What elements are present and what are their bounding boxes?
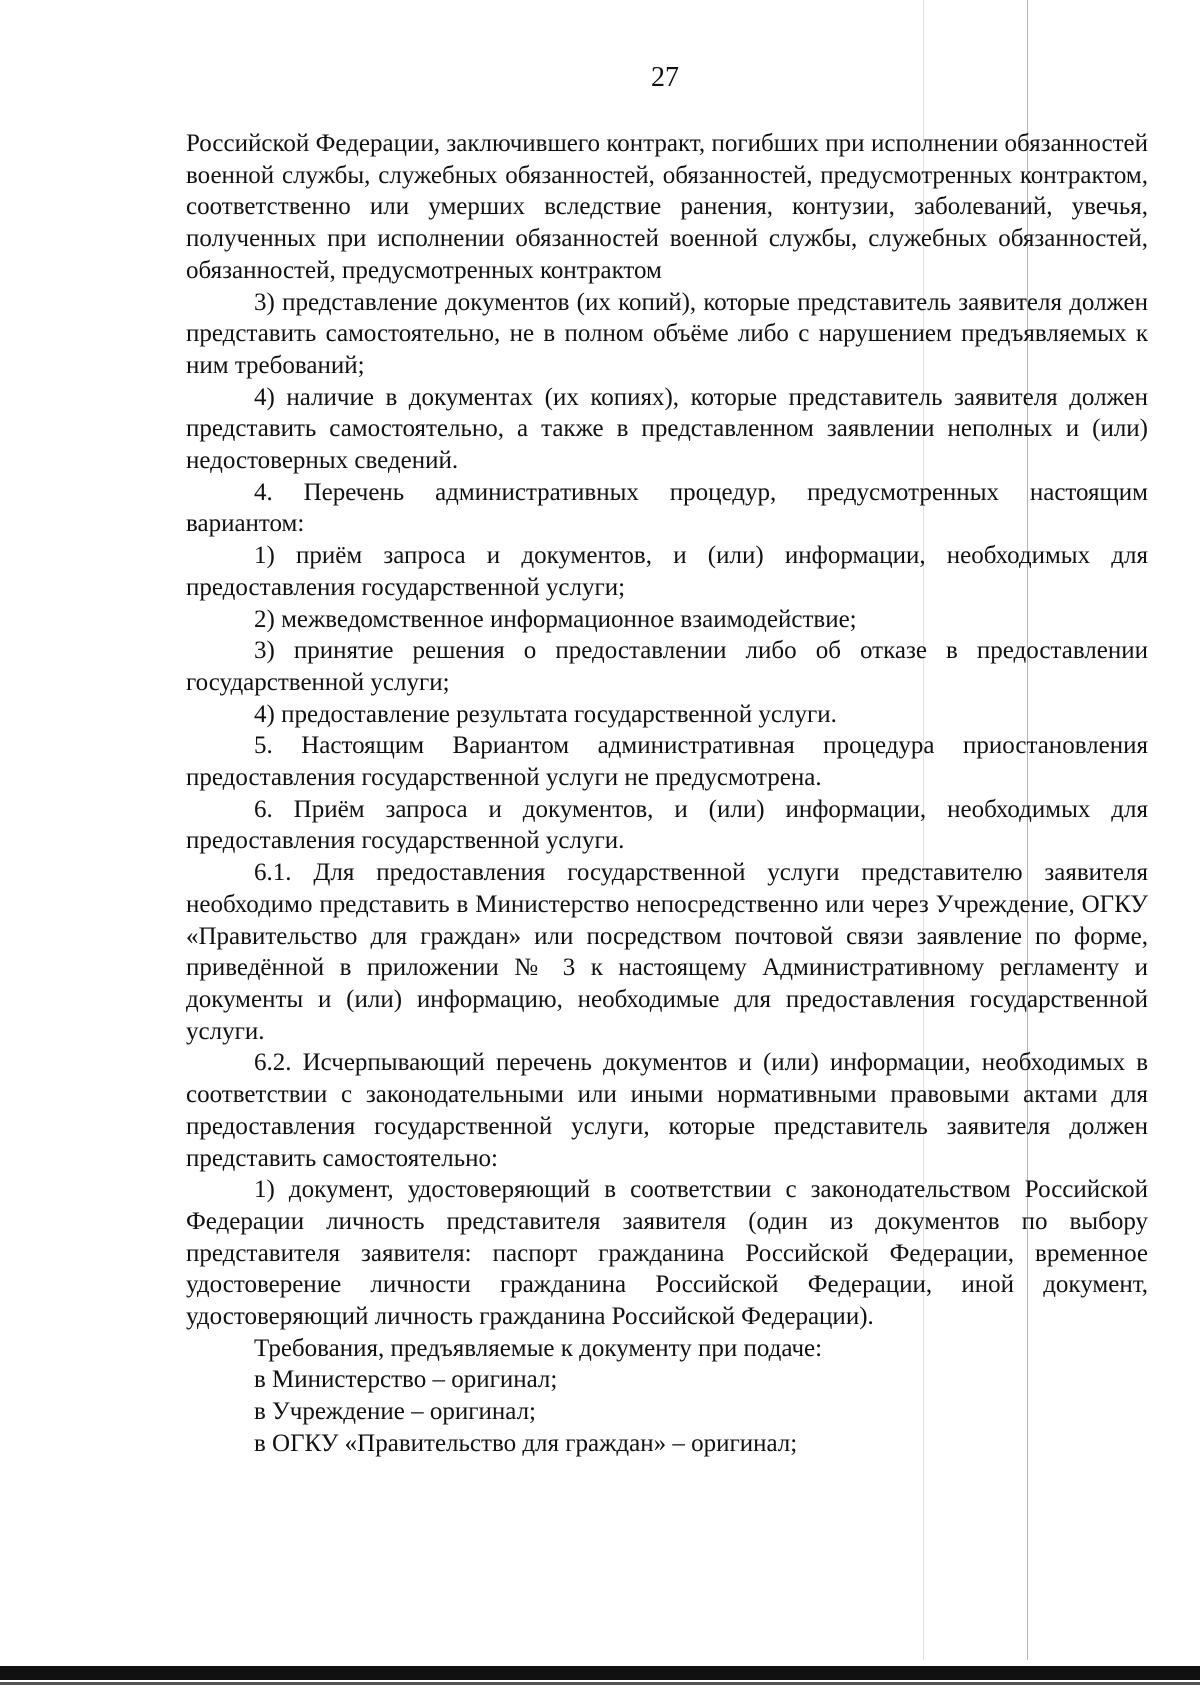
section-6-paragraph: 6. Приём запроса и документов, и (или) информации, необходимых для предоставления государственной услуги. [186, 795, 1148, 855]
list-item-4-incomplete-data: 4) наличие в документах (их копиях), которые представитель заявителя должен представить самостоятельно, а также в представленном заявлении неполных и (или) недостоверных сведений. [186, 383, 1148, 475]
section-6-1-paragraph: 6.1. Для предоставления государственной услуги представителю заявителя необходимо представить в Министерство непосредственно или через Учреждение, ОГКУ «Правительство для граждан» или посредством почтовой связи заявление по форме, приведённой в приложении № 3 к настоящему Административному регламенту и документы и (или) информацию, необходимые для предоставления государственной услуги. [186, 859, 1148, 1045]
list-item-3-representation: 3) представление документов (их копий), которые представитель заявителя должен представить самостоятельно, не в полном объёме либо с нарушением предъявляемых к ним требований; [186, 288, 1148, 379]
section-4-procedures-heading: 4. Перечень административных процедур, предусмотренных настоящим вариантом: [186, 478, 1148, 538]
document-body [186, 128, 1148, 1460]
procedure-item-4: 4) предоставление результата государственной услуги. [254, 700, 837, 728]
document-item-1: 1) документ, удостоверяющий в соответствии с законодательством Российской Федерации личность представителя заявителя (один из документов по выбору представителя заявителя: паспорт гражданина Российской Федерации, временное удостоверение личности гражданина Российской Федерации, иной документ, удостоверяющий личность гражданина Российской Федерации). [186, 1176, 1148, 1331]
paragraph-continuation: Российской Федерации, заключившего контракт, погибших при исполнении обязанностей военной службы, служебных обязанностей, обязанностей, предусмотренных контрактом, соответственно или умерших вследствие ранения, контузии, заболеваний, увечья, полученных при исполнении обязанностей военной службы, служебных обязанностей, обязанностей, предусмотренных контрактом [186, 130, 1148, 284]
requirements-heading: Требования, предъявляемые к документу при подаче: [254, 1334, 823, 1362]
procedure-item-1: 1) приём запроса и документов, и (или) информации, необходимых для предоставления государственной услуги; [186, 542, 1148, 601]
page-number: 27 [651, 62, 679, 93]
requirement-ministry: в Министерство – оригинал; [254, 1366, 558, 1394]
scan-bottom-border [0, 1666, 1200, 1680]
section-5-paragraph: 5. Настоящим Вариантом административная процедура приостановления предоставления государственной услуги не предусмотрена. [186, 732, 1148, 792]
procedure-item-3: 3) принятие решения о предоставлении либо об отказе в предоставлении государственной услуги; [186, 637, 1148, 696]
requirement-ogku: в ОГКУ «Правительство для граждан» – оригинал; [254, 1429, 798, 1457]
section-6-2-paragraph: 6.2. Исчерпывающий перечень документов и (или) информации, необходимых в соответствии с законодательными или иными нормативными правовыми актами для предоставления государственной услуги, которые представитель заявителя должен представить самостоятельно: [186, 1049, 1148, 1172]
procedure-item-2: 2) межведомственное информационное взаимодействие; [254, 605, 857, 633]
requirement-institution: в Учреждение – оригинал; [254, 1398, 536, 1426]
scan-bottom-border-thin [0, 1682, 1200, 1685]
